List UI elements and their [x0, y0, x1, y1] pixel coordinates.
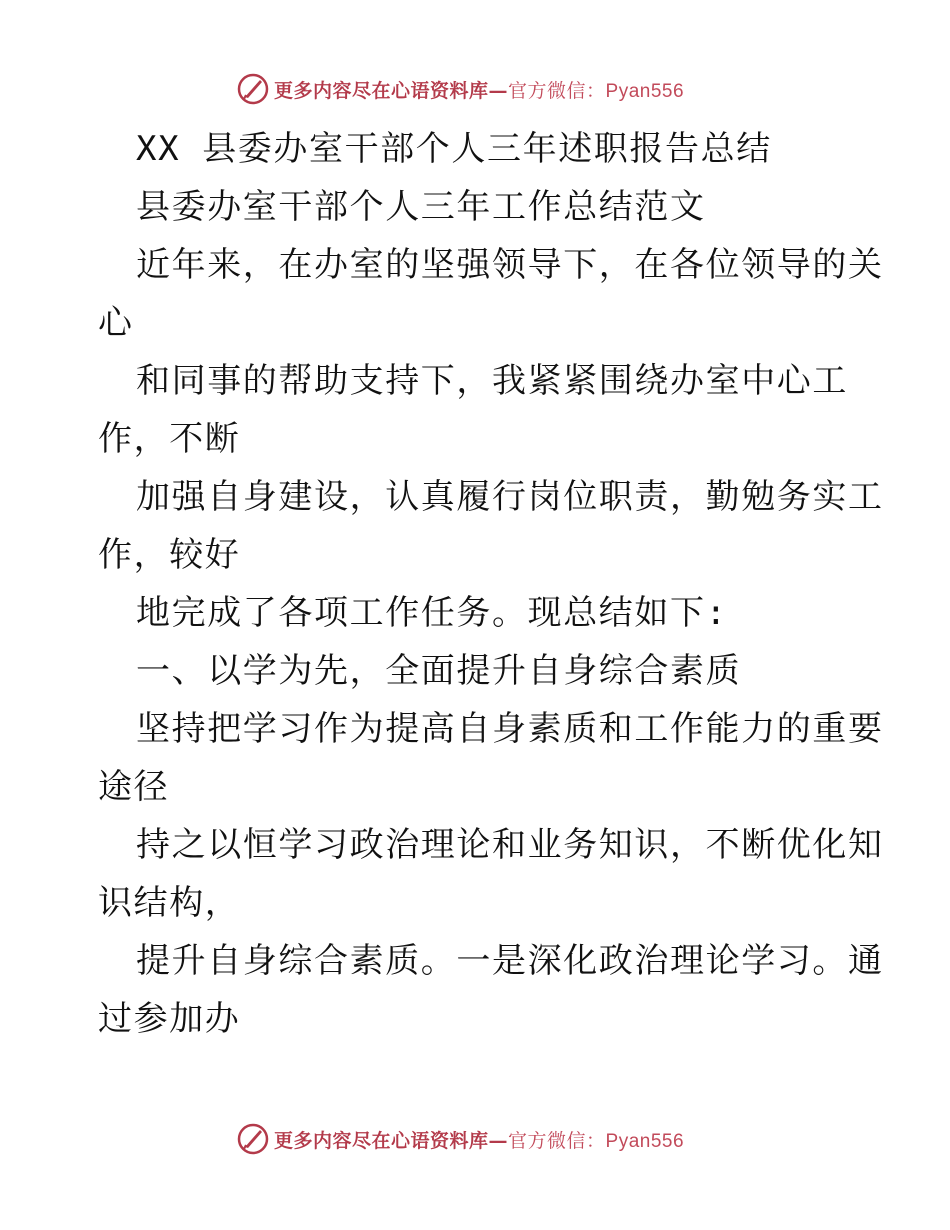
paragraph-line: 作，不断 [98, 419, 241, 459]
paragraph-line: 和同事的帮助支持下，我紧紧围绕办室中心工 [136, 361, 848, 401]
paragraph-line: 提升自身综合素质。一是深化政治理论学习。通 [136, 941, 884, 981]
paragraph-line: 心 [98, 303, 134, 343]
paragraph-line: 途径 [98, 767, 170, 807]
document-subtitle: 县委办室干部个人三年工作总结范文 [136, 187, 706, 227]
paragraph-line: 识结构， [98, 883, 241, 923]
paragraph-line: 近年来，在办室的坚强领导下，在各位领导的关 [136, 245, 884, 285]
document-title: XX 县委办室干部个人三年述职报告总结 [136, 129, 772, 169]
paragraph-line: 坚持把学习作为提高自身素质和工作能力的重要 [136, 709, 884, 749]
document-body [98, 120, 884, 1048]
watermark-text: 更多内容尽在心语资料库— [274, 1129, 509, 1152]
watermark-text: 更多内容尽在心语资料库— [274, 79, 509, 102]
paragraph-line: 作，较好 [98, 535, 241, 575]
paragraph-line: 加强自身建设，认真履行岗位职责，勤勉务实工 [136, 477, 884, 517]
watermark-contact: 官方微信：Pyan556 [508, 1130, 685, 1152]
paragraph-line: 过参加办 [98, 999, 241, 1039]
quill-pen-icon [236, 1122, 270, 1156]
section-heading: 一、以学为先，全面提升自身综合素质 [136, 651, 742, 691]
header-watermark [236, 72, 684, 106]
watermark-contact: 官方微信：Pyan556 [508, 80, 685, 102]
paragraph-line: 地完成了各项工作任务。现总结如下: [136, 593, 728, 633]
footer-watermark [236, 1122, 684, 1156]
paragraph-line: 持之以恒学习政治理论和业务知识，不断优化知 [136, 825, 884, 865]
quill-pen-icon [236, 72, 270, 106]
